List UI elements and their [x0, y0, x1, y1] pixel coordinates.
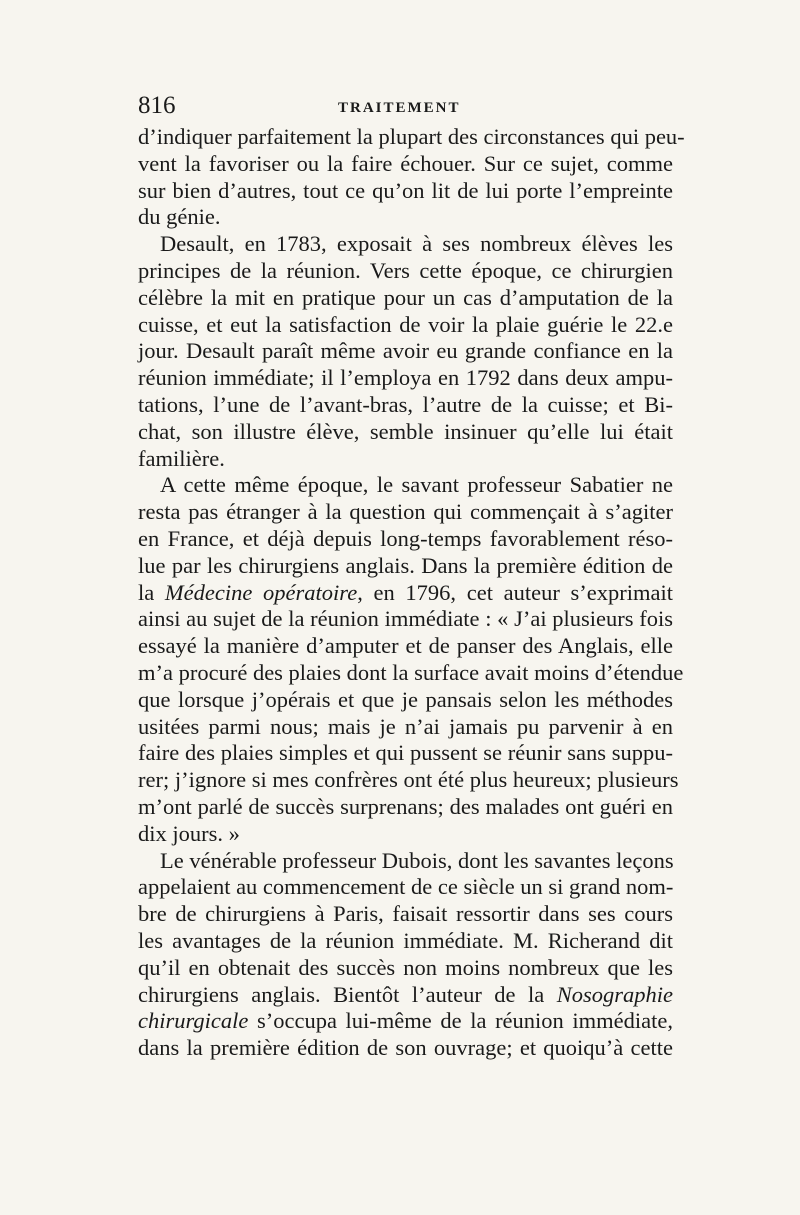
text-line: en France, et déjà depuis long-temps favorablement réso-	[138, 525, 673, 551]
text-line: essayé la manière d’amputer et de panser des Anglais, elle	[138, 633, 673, 659]
text-line: ainsi au sujet de la réunion immédiate : « J’ai plusieurs fois	[138, 606, 673, 632]
text-line: A cette même époque, le savant professeur Sabatier ne	[160, 472, 673, 498]
running-title: TRAITEMENT	[338, 100, 461, 116]
text-line: Le vénérable professeur Dubois, dont les savantes leçons	[160, 847, 674, 873]
paragraph	[138, 472, 684, 847]
text-line	[138, 580, 673, 607]
text-line: que lorsque j’opérais et que je pansais selon les méthodes	[138, 686, 673, 712]
text-line: réunion immédiate; il l’employa en 1792 dans deux ampu-	[138, 365, 673, 391]
text-line: du génie.	[138, 204, 221, 230]
text-line: vent la favoriser ou la faire échouer. Sur ce sujet, comme	[138, 150, 673, 176]
text-line: dans la première édition de son ouvrage; et quoiqu’à cette	[138, 1035, 673, 1061]
italic-title: Nosographie	[556, 981, 673, 1007]
text-segment: la	[138, 579, 165, 605]
italic-title: chirurgicale	[138, 1008, 249, 1034]
text-line: principes de la réunion. Vers cette époque, ce chirurgien	[138, 257, 673, 283]
text-line: sur bien d’autres, tout ce qu’on lit de lui porte l’empreinte	[138, 177, 673, 203]
text-line: Desault, en 1783, exposait à ses nombreux élèves les	[160, 231, 673, 257]
paragraph	[138, 231, 673, 472]
text-line: lue par les chirurgiens anglais. Dans la première édition de	[138, 552, 673, 578]
paragraph	[138, 848, 673, 1062]
text-line: resta pas étranger à la question qui commençait à s’agiter	[138, 499, 673, 525]
text-line: jour. Desault paraît même avoir eu grande confiance en la	[138, 338, 673, 364]
text-line: célèbre la mit en pratique pour un cas d’amputation de la	[138, 284, 673, 310]
text-segment: chirurgiens anglais. Bientôt l’auteur de la	[138, 981, 557, 1007]
text-segment: , en 1796, cet auteur s’exprimait	[357, 579, 673, 605]
text-line: m’ont parlé de succès surprenans; des malades ont guéri en	[138, 793, 673, 819]
text-line: rer; j’ignore si mes confrères ont été plus heureux; plusieurs	[138, 767, 679, 793]
italic-title: Médecine opératoire	[164, 579, 358, 605]
text-line	[138, 1008, 673, 1035]
page-number: 816	[138, 92, 176, 119]
text-line: cuisse, et eut la satisfaction de voir la plaie guérie le 22.e	[138, 311, 673, 337]
text-line: les avantages de la réunion immédiate. M. Richerand dit	[138, 927, 673, 953]
text-segment: s’occupa lui-même de la réunion immédiate,	[248, 1008, 673, 1034]
text-line: qu’il en obtenait des succès non moins nombreux que les	[138, 954, 673, 980]
text-line: bre de chirurgiens à Paris, faisait ressortir dans ses cours	[138, 901, 673, 927]
text-line: faire des plaies simples et qui pussent se réunir sans suppu-	[138, 740, 673, 766]
text-line: dix jours. »	[138, 820, 240, 846]
text-line: d’indiquer parfaitement la plupart des circonstances qui peu-	[138, 124, 685, 149]
text-line: tations, l’une de l’avant-bras, l’autre de la cuisse; et Bi-	[138, 391, 673, 417]
text-line: usitées parmi nous; mais je n’ai jamais pu parvenir à en	[138, 713, 673, 739]
text-line: appelaient au commencement de ce siècle un si grand nom-	[138, 874, 674, 900]
text-line: m’a procuré des plaies dont la surface avait moins d’étendue	[138, 659, 684, 685]
text-line	[138, 982, 673, 1009]
text-line: chat, son illustre élève, semble insinuer qu’elle lui était	[138, 418, 673, 444]
text-line: familière.	[138, 445, 225, 471]
paragraph	[138, 124, 685, 231]
page-header	[138, 92, 673, 122]
body-text	[138, 124, 685, 1062]
